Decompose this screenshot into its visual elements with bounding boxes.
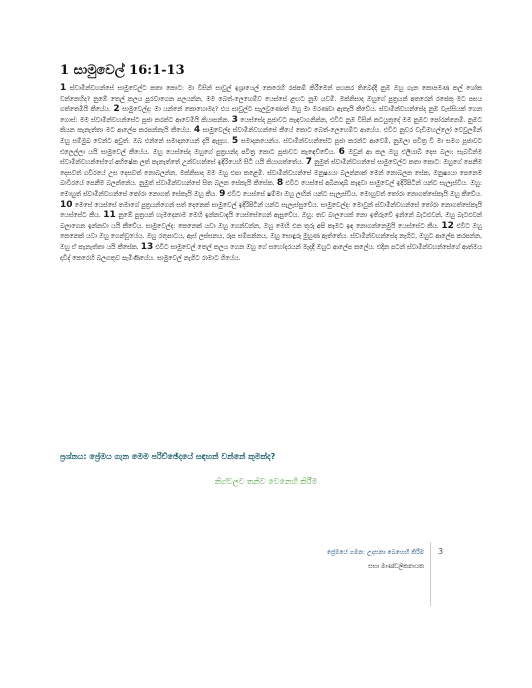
footer-subtitle: සභා මාණ්ඩලිකනායක: [368, 563, 424, 570]
verse-text: සාමුවෙල්ද: මා යන්නේ කොහොමද? එය සාවුල්ට සැලවුණොත් ඔහු මා මරණවා ඇතැයි කීවේය. ස්වාමීන්වහන්සේද නුඹ වැස්සියක් ගෙන ගොස්: මම ස්වාමීන්වහන්සේට පූජා කරන්ට ආවෙමියි කියාපන්න.: [60, 106, 482, 124]
verse-text: එවිට ඔහු කෙනෙක් යවා ඔහු ගෙන්වූයේය. ඔහු රතුපාටය, ඇස් ලස්සනය, රූප සම්පන්නය, ඔහු සොඳුරු මුහුණ ඇත්තේය. ස්වාමීන්වහන්සේද නැගිට, ඔහුට ආලේප කරපන්න, ඔහු ඒ කැනැත්තා යයි කීසේක.: [60, 222, 482, 251]
verse-text: එවිට යෙස්සේ අබිනාදාබ් කැඳවා සාමුවෙල් ඉදිරිපිටින් යන්ට සැලැස්වීය. ඔහු: මොහුත් ස්වාමීන්වහන්සේ තෝරා නොගත් සේකැයි ඔහු කීය.: [60, 180, 482, 198]
verse-number: 11: [103, 210, 116, 221]
verse-text: එවිට යෙස්සේ ෂම්මා ඔහු ලඟින් යන්ට සැලැස්වීය. මොහුවත් තෝරා නොගත්සේකැයි ඔහු කීවේය.: [227, 190, 482, 198]
verse-number: 1: [60, 83, 67, 93]
verse-number: 5: [231, 135, 239, 146]
verse-number: 6: [338, 146, 345, 157]
verse-number: 13: [140, 241, 154, 252]
verse-text: යෙස්සේද පූජාවට කැඳවාගනින්න, එවිට නුඹ විසින් කටයුතුදේ මම නුඹට පෝරන්නෙමි. නුඹට කියන කැනැත්තා මට ආලේප කරපන්නැයි කීයේය.: [60, 116, 482, 135]
answer-text: නිග්වලව තනිව වෙනෙහි කිරීම: [214, 477, 318, 486]
verse-number: 12: [441, 220, 454, 231]
passage-body: [60, 84, 482, 264]
verse-text: එවිට සාමුවෙල් තෙල් කලය ගෙන ඔහු ගේ සහෝදරයන් මැදදී ඔහුට ආලේප කලේය. එදින පටන් ස්වාමීන්වහන්සේගේ ආත්මය දාවිද් කෙරෙහි බලගතුව පැමිණියේය. සාමුවෙල් නැගිට රාමාට ගියේය.: [60, 243, 482, 262]
verse-number: 10: [60, 199, 73, 210]
verse-text: නුඹේ පුත්‍රයන් හැමදෙනාම මෙහි ඉන්නවාදැයි යෙස්සේගෙන් ඇසුවේය. ඔහු: තව බාලයෙක් නො ඉතිරුවේ ඉන්නේ බැටළුවන්, ඔහු බැටළුවන් බලාගෙන ඉන්නවා යයි කීවේය. සාමුවෙල්ද: කෙනෙක් යවා ඔහු ගෙන්වන්න, ඔහු මෙහි එන තුරු අපි කෑමට ඉඳ නොගන්නෙමුයි යෙස්සේට කීය.: [60, 212, 482, 230]
question: [60, 452, 480, 462]
question-label: ප්‍රශ්නය:: [60, 452, 87, 461]
verse-number: 7: [305, 157, 312, 168]
verse-text: මෙසේ යෙස්සේ තමාගේ පුත්‍රයන්ගෙන් සත් දෙනෙක් සාමුවෙල් ඉදිරිපිටින් යන්ට සැලැස්සුවේය. සාමුවෙල්ද: මොවුන් ස්වාමීන්වහන්සේ තෝරා නොගත්සේකැයි යෙස්සේට කීය.: [60, 201, 482, 220]
verse-text: ස්වාමීන්වහන්සේ සාමුවෙල්ට කතා කොට: මා විසින් සාවුල් ඉශ්‍රායෙල් කෙරෙහි රජකම් කිරීමෙන් පහකර තිබෙද්දී නුඹ ඔහු ගැන කොපමණ කල් ශෝක වන්නෙහිද? නුඹේ තෙල් කලය පුරවාගෙන පලයන්න, මම බෙත්-ලෙහෙම්ව යෙස්සේ ළඟට නුඹ යවමි. මක්නිසාද ඔහුගේ පුත්‍රයන් අතරෙන් රජෙකු මට පසය ගත්තෙමියි කීයේය.: [60, 85, 482, 114]
verse-text: සමාදානයෙන්ය. ස්වාමීන්වහන්සේට පූජා කරන්ට ආවෙමි, නුඹලා පවිත්‍ර වී මා සමග පූජාවට එලෙල්ලා යයි සාමුවෙල් කීයේය. ඔහු යෙස්සේද ඔහුගේ පුත්‍රයන්ද පවිත්‍ර කොට පූජාවට කැඳෙව්වේය.: [60, 137, 483, 156]
verse-text: ඔවුන් ආ කල ඔහු එලියාබ් දෙස බලා: සැබවින්ම ස්වාමීන්වහන්සේගේ අභිෂේක ලත් කැනැත්තේ උන්වහන්සේ ඉදිරියෙහි සිටී යයි කියාගත්තේය.: [60, 148, 482, 167]
passage-heading: 1 සාමුවෙල් 16:1-13: [60, 63, 185, 78]
verse-number: 8: [276, 178, 284, 189]
verse-number: 2: [113, 104, 120, 115]
footer-divider: [430, 542, 431, 606]
verse-text: නුමුත් ස්වාමීන්වහන්සේ සාමුවෙල්ට කතා කොට: ඔහුගේ පෙනීම දෙසවත් ගවිරයේ උස දෙසවත් නොබලන්න, මක්නිසාද මම ඔහු එපා කළෙමි. ස්වාමීන්වහන්සේ මනුෂ්‍යයා බලන්නාක් මෙන් නොබලන සේක, මනුෂ්‍යයා පෙනෙම බාවිරයේ පෙනීම බලන්නේය. නුමුත් ස්වාමීන්වහන්සේ සිත බලන සේකැයි කීසේක.: [60, 159, 482, 188]
footer-title: ප්‍රේමයේ ගමන: උදාසනා බෙහෙහි කිරීම: [326, 549, 424, 556]
page-number: 3: [438, 547, 444, 556]
verse-number: 3: [231, 114, 238, 125]
verse-number: 9: [219, 188, 226, 199]
verse-number: 4: [193, 125, 201, 136]
verse-text: සාමුවෙල්ද ස්වාමීන්වහන්සේ කීයේ කොට බෙත්-ලෙහෙම්ට ආයේය. එවිට නුවර වැඩිමහල්ලෝ වෙවුලමින් ඔහු සම්මුඛ වෙන්ට අවුත්: ඔබ එන්නේ සමාදානයෙන් දැයි ඇසූහ.: [60, 127, 482, 145]
question-text: ප්‍රේමය ගැන මෙම පරිච්ඡේදයේ සඳහන් වන්නේ කුමක්ද?: [89, 452, 276, 461]
